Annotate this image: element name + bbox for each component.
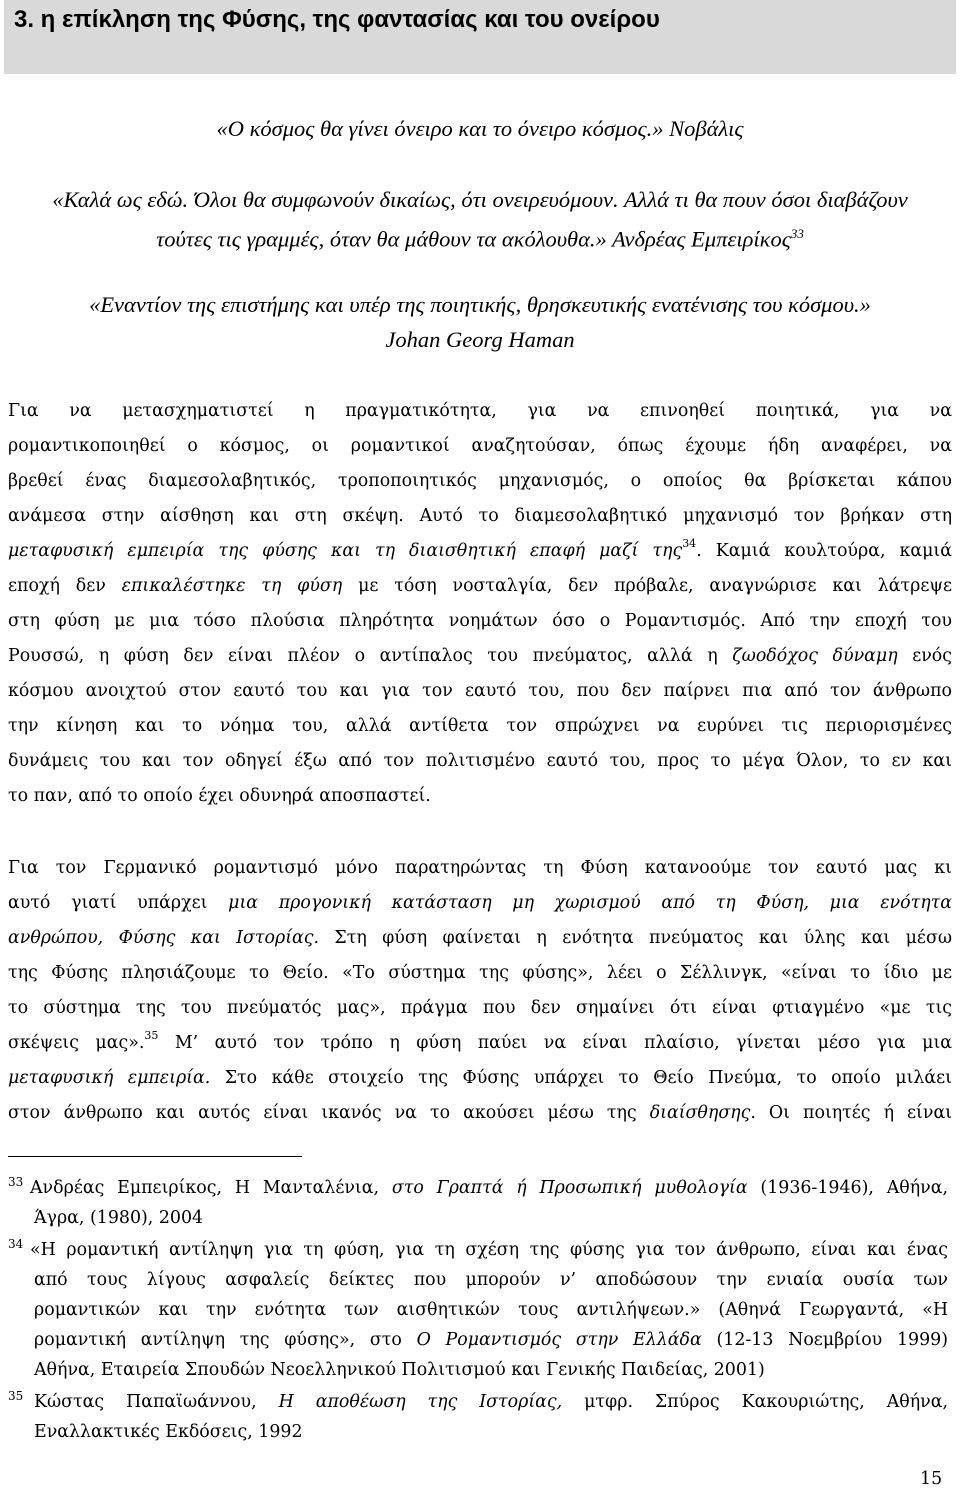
footnote-34-line: ρομαντική αντίληψη της φύσης», στο Ο Ρομαντισμός στην Ελλάδα (12-13 Νοεμβρίου 1999) (34, 1330, 949, 1350)
paragraph-2-line: μεταφυσική εμπειρία. Στο κάθε στοιχείο της Φύσης υπάρχει το Θείο Πνεύμα, το οποίο μιλάει (8, 1068, 952, 1088)
footnote-34-line: «Η ρομαντική αντίληψη για τη φύση, για τη σχέση της φύσης για τον άνθρωπο, είναι και ένας (30, 1240, 948, 1260)
footnote-33-line: Άγρα, (1980), 2004 (34, 1208, 204, 1228)
footnote-ref-34[interactable]: 34 (682, 537, 697, 550)
footnote-ref-35[interactable]: 35 (144, 1029, 159, 1042)
footnote-separator (8, 1156, 302, 1157)
paragraph-1-line: μεταφυσική εμπειρία της φύσης και τη διαισθητική επαφή μαζί της$^{34}$. Καμιά κουλτούρα, καμιά (8, 537, 952, 561)
paragraph-2-line: το σύστημα της του πνεύματός μας», πράγμα που δεν σημαίνει ότι είναι φτιαγμένο «με τις (8, 998, 952, 1018)
page-number: 15 (920, 1469, 943, 1489)
footnote-35-line: Κώστας Παπαϊωάννου, Η αποθέωση της Ιστορίας, μτφρ. Σπύρος Κακουριώτης, Αθήνα, (34, 1392, 949, 1412)
paragraph-1-line: την κίνηση και το νόημα του, αλλά αντίθετα τον σπρώχνει να ευρύνει τις περιορισμένες (8, 716, 952, 736)
footnote-34-line: από τους λίγους ασφαλείς δείκτες που μπορούν ν’ αποδώσουν την ενιαία ουσία των (34, 1270, 948, 1290)
paragraph-1-line: κόσμου ανοιχτού στον εαυτό του και για τον εαυτό του, που δεν παίρνει πια από τον άνθρωπο (8, 681, 952, 701)
paragraph-1-line: στη φύση με μια τόσο πλούσια πληρότητα νοημάτων όσο ο Ρομαντισμός. Από την εποχή του (8, 611, 952, 631)
paragraph-1-line: Για να μετασχηματιστεί η πραγματικότητα, για να επινοηθεί ποιητικά, για να (8, 401, 952, 421)
paragraph-1-line: ρομαντικοποιηθεί ο κόσμος, οι ρομαντικοί αναζητούσαν, όπως έχουμε ήδη αναφέρει, να (8, 436, 952, 456)
epigraph-haman-line-1: «Εναντίον της επιστήμης και υπέρ της ποιητικής, θρησκευτικής ενατένισης του κόσμου.» (89, 292, 871, 317)
paragraph-2-line: ανθρώπου, Φύσης και Ιστορίας. Στη φύση φαίνεται η ενότητα πνεύματος και ύλης και μέσω (8, 928, 952, 948)
paragraph-1-line: βρεθεί ένας διαμεσολαβητικός, τροποποιητικός μηχανισμός, ο οποίος θα βρίσκεται κάπου (8, 471, 952, 491)
paragraph-1-line: το παν, από το οποίο έχει οδυνηρά αποσπαστεί. (8, 786, 431, 806)
paragraph-2-line: σκέψεις μας».$^{35}$ Μ’ αυτό τον τρόπο η φύση παύει να είναι πλαίσιο, γίνεται μέσο για μια (8, 1029, 953, 1053)
epigraph-embirikos-line-1: «Καλά ως εδώ. Όλοι θα συμφωνούν δικαίως, ότι ονειρευόμουν. Αλλά τι θα πουν όσοι διαβάζουν (52, 187, 908, 212)
footnote-33-line: Ανδρέας Εμπειρίκος, Η Μανταλένια, στο Γραπτά ή Προσωπική μυθολογία (1936-1946), Αθήνα, (30, 1178, 949, 1198)
epigraph-haman-author: Johan Georg Haman (385, 327, 575, 352)
footnote-35-line: Εναλλακτικές Εκδόσεις, 1992 (34, 1422, 303, 1442)
footnote-number-34: 34 (8, 1237, 24, 1251)
paragraph-1-line: Ρουσσώ, η φύση δεν είναι πλέον ο αντίπαλος του πνεύματος, αλλά η ζωοδόχος δύναμη ενός (8, 646, 953, 666)
paragraph-2-line: στον άνθρωπο και αυτός είναι ικανός να το ακούσει μέσω της διαίσθησης. Οι ποιητές ή είναι (8, 1103, 953, 1123)
footnote-34-line: ρομαντικών και την ενότητα των αισθητικών τους αντιλήψεων.» (Αθηνά Γεωργαντά, «Η (34, 1300, 948, 1320)
paragraph-1-line: εποχή δεν επικαλέστηκε τη φύση με τόση νοσταλγία, δεν πρόβαλε, αναγνώρισε και λάτρεψε (8, 576, 952, 596)
paragraph-2-line: Για τον Γερμανικό ρομαντισμό μόνο παρατηρώντας τη Φύση κατανοούμε τον εαυτό μας κι (8, 858, 952, 878)
paragraph-2-line: της Φύσης πλησιάζουμε το Θείο. «Το σύστημα της φύσης», λέει ο Σέλλινγκ, «είναι το ίδιο με (8, 963, 952, 983)
footnote-34-line: Αθήνα, Εταιρεία Σπουδών Νεοελληνικού Πολιτισμού και Γενικής Παιδείας, 2001) (34, 1360, 765, 1380)
paragraph-2-line: αυτό γιατί υπάρχει μια προγονική κατάσταση μη χωρισμού από τη Φύση, μια ενότητα (8, 893, 953, 913)
footnote-number-33: 33 (8, 1175, 24, 1189)
footnote-ref-33[interactable]: 33 (790, 226, 804, 241)
footnote-number-35: 35 (8, 1389, 24, 1403)
epigraph-embirikos-line-2: τούτες τις γραμμές, όταν θα μάθουν τα ακόλουθα.» Ανδρέας Εμπειρίκος$^{33}$ (156, 226, 804, 252)
paragraph-1-line: ανάμεσα στην αίσθηση και στη σκέψη. Αυτό το διαμεσολαβητικό μηχανισμό τον βρήκαν στη (8, 506, 952, 526)
section-heading: 3. η επίκληση της Φύσης, της φαντασίας και του ονείρου (14, 6, 660, 33)
paragraph-1-line: δυνάμεις του και τον οδηγεί έξω από τον πολιτισμένο εαυτό του, προς το μέγα Όλον, το εν και (8, 751, 952, 771)
epigraph-novalis: «Ο κόσμος θα γίνει όνειρο και το όνειρο κόσμος.» Νοβάλις (216, 116, 744, 141)
